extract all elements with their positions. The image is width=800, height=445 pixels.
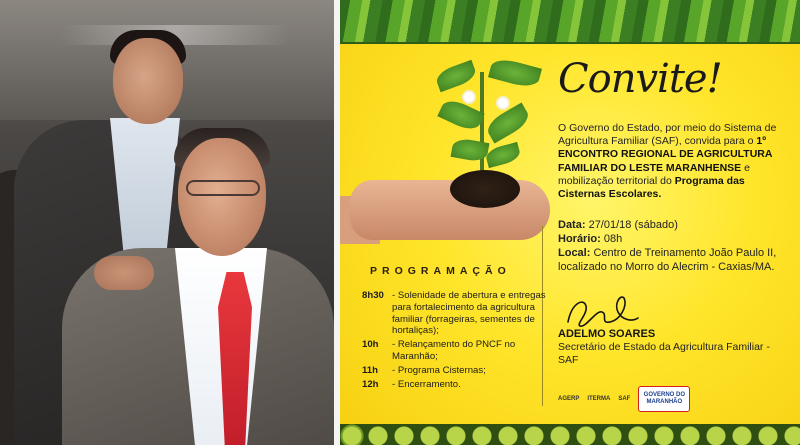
program-item [362,290,547,337]
plant-stem [480,72,484,182]
photo-two-men [0,0,334,445]
time-label: Horário: [558,233,601,245]
flower [498,98,508,108]
program-title: PROGRAMAÇÃO [370,265,511,277]
signature-graphic [562,292,642,332]
man-back-face [113,38,183,124]
invite-mid: e mobilização territorial do [558,161,750,187]
invite-title: Convite! [558,56,722,102]
place-label: Local: [558,247,591,259]
place-value: Centro de Treinamento João Paulo II, localizado no Morro do Alecrim - Caxias/MA. [558,247,777,273]
program-time: 8h30 [362,290,384,301]
logo-saf: SAF [618,396,631,402]
plant-leaf [484,142,522,168]
program-desc: - Encerramento. [392,378,461,390]
invite-text [558,122,790,201]
signer-name: ADELMO SOARES [558,328,656,340]
program-desc: - Solenidade de abertura e entregas para fortalecimento da agricultura familiar (forrageiras, sementes de hortaliças); [392,290,546,337]
peppers-border [340,0,800,44]
program-item [362,365,547,377]
hand-on-shoulder [94,256,154,290]
place-row [558,246,798,274]
program-time: 10h [362,339,379,351]
logo-iterma: ITERMA [587,396,611,402]
limes-border [340,424,800,445]
date-row [558,218,798,232]
gov-logo-line1: GOVERNO DO [643,392,686,398]
invite-event: 1º ENCONTRO REGIONAL DE AGRICULTURA FAMILIAR DO LESTE MARANHENSE [558,135,773,174]
plant-leaf [483,102,532,143]
program-item [362,339,547,363]
man-front-face [178,138,266,256]
program-desc: - Relançamento do PNCF no Maranhão; [392,339,516,362]
gov-logo-line2: MARANHÃO [646,399,683,405]
invitation-flyer [340,0,800,445]
event-details [558,218,798,274]
program-item [362,379,547,391]
plant-leaf [437,96,484,134]
logo-agerp: AGERP [558,396,580,402]
plant-leaf [434,60,478,92]
time-row [558,232,798,246]
man-front-glasses [186,180,260,196]
program-desc: - Programa Cisternas; [392,364,486,376]
governo-maranhao-logo [638,386,690,412]
time-value: 08h [600,233,623,245]
plant-leaf [488,56,542,90]
signer-role: Secretário de Estado da Agricultura Familiar - SAF [558,341,770,366]
program-time: 12h [362,378,379,390]
program-time: 11h [362,364,379,376]
date-label: Data: [558,219,586,231]
invite-intro: O Governo do Estado, por meio do Sistema de Agricultura Familiar (SAF), convida para o [558,122,777,148]
program-list [362,290,547,392]
soil [450,170,520,208]
flower [464,92,474,102]
sponsor-logos [558,386,794,412]
date-value: 27/01/18 (sábado) [585,219,678,231]
invite-program: Programa das Cisternas Escolares. [558,174,745,201]
